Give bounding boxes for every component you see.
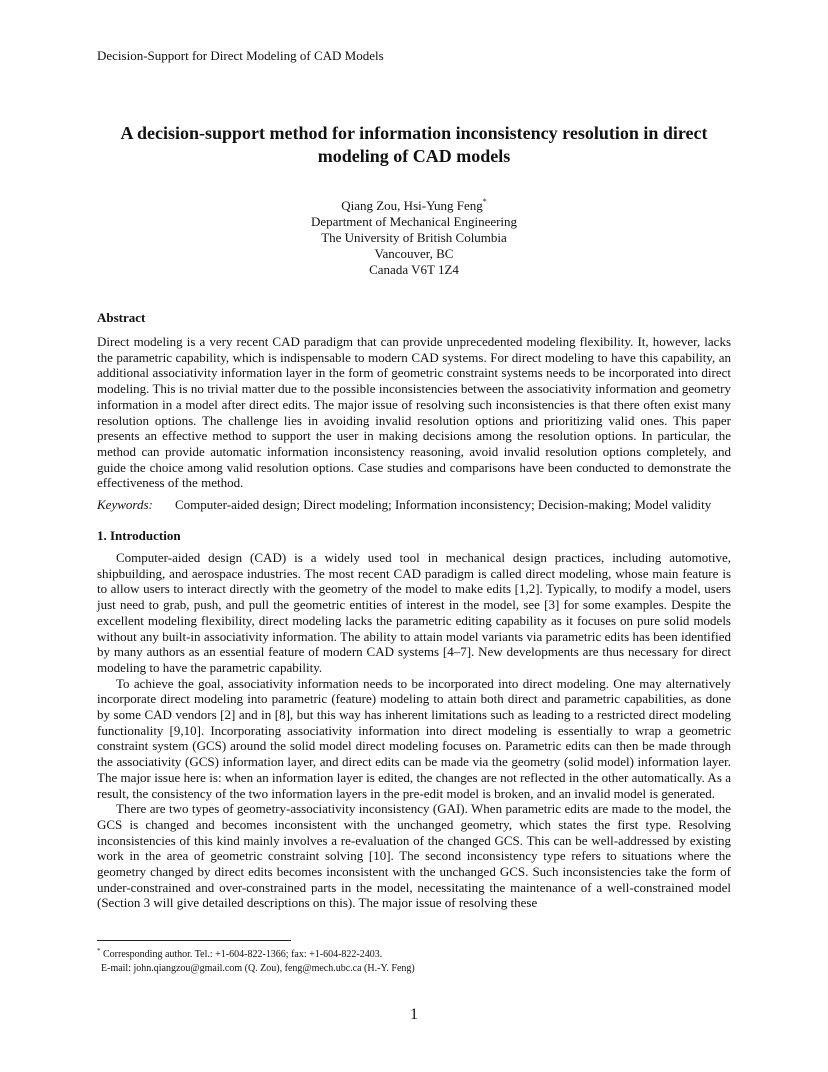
footnote bbox=[97, 948, 737, 975]
title-line-2: modeling of CAD models bbox=[317, 146, 511, 166]
introduction-body bbox=[97, 550, 731, 911]
page-number: 1 bbox=[410, 1006, 418, 1023]
affiliation-line: Department of Mechanical Engineering bbox=[310, 214, 518, 229]
intro-paragraph: There are two types of geometry-associativity inconsistency (GAI). When parametric edits are made to the model, the GCS is changed and becomes inconsistent with the unchanged geometry, which states the first type. Resolving inconsistencies of this kind mainly involves a re-evaluation of the changed GCS. This can be well-addressed by existing work in the area of geometric constraint solving [10]. The second inconsistency type refers to situations where the geometry changed by direct edits becomes inconsistent with the unchanged GCS. Such inconsistencies take the form of under-constrained and over-constrained parts in the model, necessitating the maintenance of a well-constrained model (Section 3 will give detailed descriptions on this). The major issue of resolving these bbox=[97, 801, 731, 911]
footnote-line bbox=[97, 948, 737, 962]
footnote-email: E-mail: john.qiangzou@gmail.com (Q. Zou), feng@mech.ubc.ca (H.-Y. Feng) bbox=[101, 962, 415, 974]
affiliation-line: Canada V6T 1Z4 bbox=[369, 262, 459, 277]
footnote-mark: * bbox=[97, 947, 101, 955]
abstract-text: Direct modeling is a very recent CAD paradigm that can provide unprecedented modeling flexibility. It, however, lacks the parametric capability, which is indispensable to modern CAD systems. For direct modeling to have this capability, an additional associativity information layer in the form of geometric constraint systems needs to be incorporated into direct modeling. This is no trivial matter due to the possible inconsistencies between the associativity information and geometry information in a model after direct edits. The major issue of resolving such inconsistencies is that there often exist many resolution options. The challenge lies in avoiding invalid resolution options and prioritizing valid ones. This paper presents an effective method to support the user in making decisions among the resolution options. In particular, the method can provide automatic information inconsistency reasoning, avoid invalid resolution options completely, and guide the choice among valid resolution options. Case studies and comparisons have been conducted to demonstrate the effectiveness of the method. bbox=[97, 334, 731, 491]
abstract-heading: Abstract bbox=[97, 310, 146, 325]
author-block bbox=[214, 198, 614, 278]
title-line-1: A decision-support method for information inconsistency resolution in direct bbox=[120, 123, 708, 143]
intro-paragraph: Computer-aided design (CAD) is a widely used tool in mechanical design practices, including automotive, shipbuilding, and aerospace industries. The most recent CAD paradigm is called direct modeling, whose main feature is to allow users to interact directly with the geometry of the model to make edits [1,2]. Typically, to modify a model, users just need to grab, push, and pull the geometric entities of interest in the model, see [3] for some examples. Despite the excellent modeling flexibility, direct modeling lacks the parametric editing capability as it focuses on pure solid models without any built-in associativity information. The ability to attain model variants via parametric edits has been identified by many authors as an essential feature of modern CAD systems [4–7]. New developments are thus necessary for direct modeling to have the parametric capability. bbox=[97, 550, 731, 675]
intro-paragraph: To achieve the goal, associativity information needs to be incorporated into direct modeling. One may alternatively incorporate direct modeling into parametric (feature) modeling to attain both direct and parametric capabilities, as done by some CAD vendors [2] and in [8], but this way has inherent limitations such as leading to a restricted direct modeling functionality [9,10]. Incorporating associativity information into direct modeling is essentially to wrap a geometric constraint system (GCS) around the solid model direct modeling focuses on. Parametric edits can then be made through the associativity (GCS) information layer, and direct edits can be made via the geometry (solid model) information layer. The major issue here is: when an information layer is edited, the changes are not reflected in the other automatically. As a result, the consistency of the two information layers in the pre-edit model is broken, and an invalid model is generated. bbox=[97, 675, 731, 801]
paper-title bbox=[80, 122, 748, 168]
affiliation-line: Vancouver, BC bbox=[374, 246, 454, 261]
affiliation-line: The University of British Columbia bbox=[321, 230, 507, 245]
running-header: Decision-Support for Direct Modeling of CAD Models bbox=[97, 48, 384, 63]
keywords-label: Keywords: bbox=[97, 497, 153, 512]
authors bbox=[214, 198, 614, 214]
keywords-list: Computer-aided design; Direct modeling; Information inconsistency; Decision-making; Model validity bbox=[175, 497, 712, 512]
footnote-contact: Corresponding author. Tel.: +1-604-822-1366; fax: +1-604-822-2403. bbox=[103, 949, 383, 960]
keywords bbox=[97, 497, 737, 513]
author-names: Qiang Zou, Hsi-Yung Feng bbox=[341, 198, 483, 213]
footnote-rule bbox=[97, 940, 291, 941]
corresponding-author-mark: * bbox=[482, 197, 487, 206]
introduction-heading: 1. Introduction bbox=[97, 528, 181, 543]
